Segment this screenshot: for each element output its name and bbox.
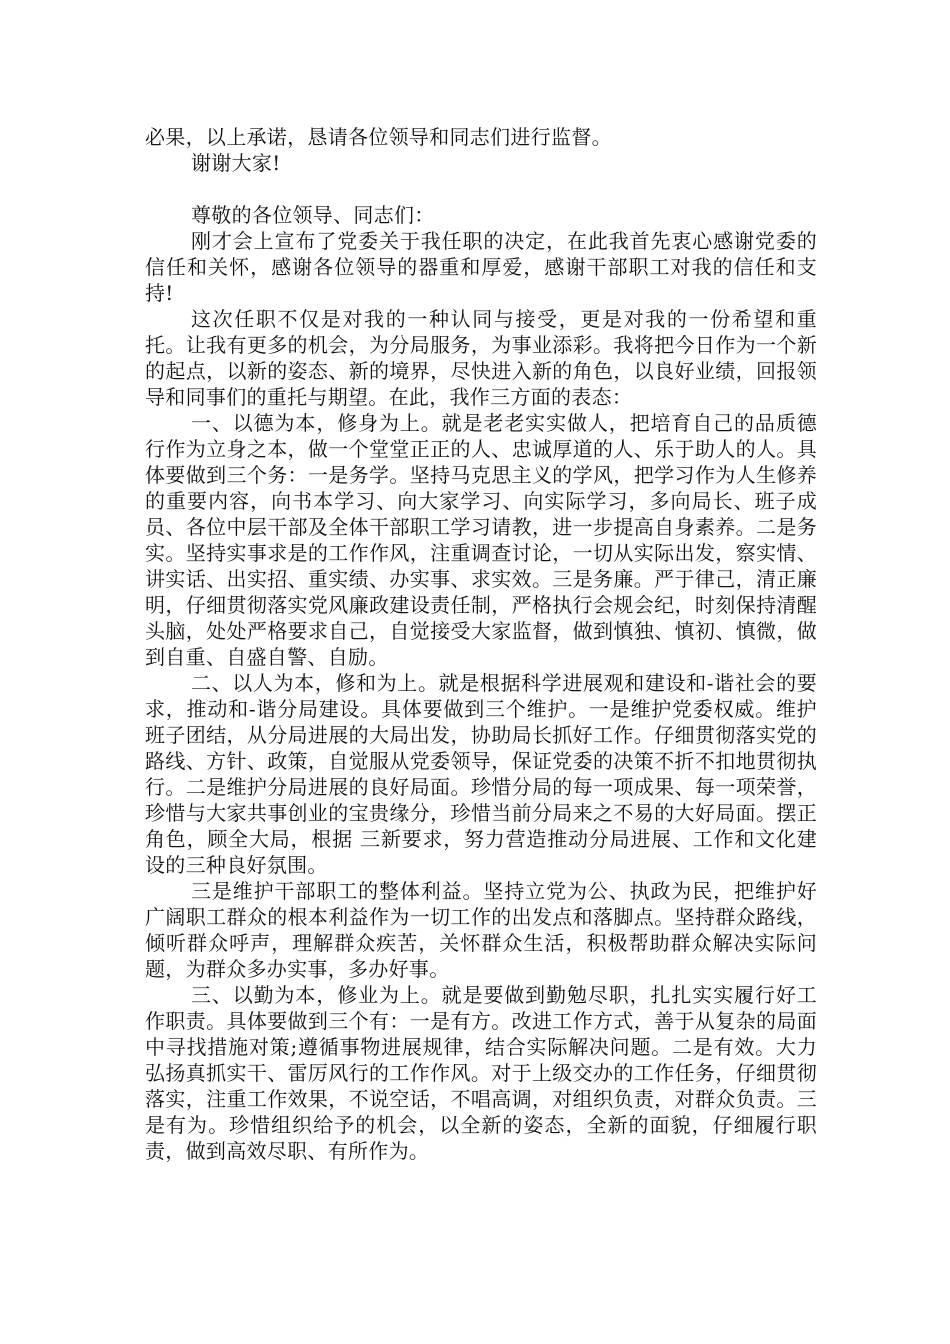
paragraph-salutation: 尊敬的各位领导、同志们： xyxy=(191,203,435,227)
paragraph-point-two: 二、以人为本，修和为上。就是根据科学进展观和建设和-谐社会的要求，推动和-谐分局建设。具体要做到三个维护。一是维护党委权威。维护班子团结，从分局进展的大局出发，协助局长抓好工作。仔细贯彻落实党的路线、方针、政策，自觉服从党委领导，保证党委的决策不折不扣地贯彻执行。二是维护分局进展的良好局面。珍惜分局的每一项成果、每一项荣誉，珍惜与大家共事创业的宝贵缘分，珍惜当前分局来之不易的大好局面。摆正角色，顾全大局，根据 三新要求，努力营造推动分局进展、工作和文化建设的三种良好氛围。 xyxy=(145,671,817,877)
document-body xyxy=(145,124,817,1164)
paragraph-point-three: 三、以勤为本，修业为上。就是要做到勤勉尽职，扎扎实实履行好工作职责。具体要做到三个有：一是有方。改进工作方式，善于从复杂的局面中寻找措施对策;遵循事物进展规律，结合实际解决问题。二是有效。大力弘扬真抓实干、雷厉风行的工作作风。对于上级交办的工作任务，仔细贯彻落实，注重工作效果，不说空话，不唱高调，对组织负责，对群众负责。三是有为。珍惜组织给予的机会，以全新的姿态，全新的面貌，仔细履行职责，做到高效尽职、有所作为。 xyxy=(145,983,817,1163)
paragraph-intro-commitment: 这次任职不仅是对我的一种认同与接受，更是对我的一份希望和重托。让我有更多的机会，为分局服务，为事业添彩。我将把今日作为一个新的起点，以新的姿态、新的境界，尽快进入新的角色，以良好业绩，回报领导和同事们的重托与期望。在此，我作三方面的表态： xyxy=(145,307,817,409)
paragraph-point-one: 一、以德为本，修身为上。就是老老实实做人，把培育自己的品质德行作为立身之本，做一个堂堂正正的人、忠诚厚道的人、乐于助人的人。具体要做到三个务：一是务学。坚持马克思主义的学风，把学习作为人生修养的重要内容，向书本学习、向大家学习、向实际学习，多向局长、班子成员、各位中层干部及全体干部职工学习请教，进一步提高自身素养。二是务实。坚持实事求是的工作作风，注重调查讨论，一切从实际出发，察实情、讲实话、出实招、重实绩、办实事、求实效。三是务廉。严于律己，清正廉明，仔细贯彻落实党风廉政建设责任制，严格执行会规会纪，时刻保持清醒头脑，处处严格要求自己，自觉接受大家监督，做到慎独、慎初、慎微，做到自重、自盛自警、自励。 xyxy=(145,411,817,669)
paragraph-gratitude: 刚才会上宣布了党委关于我任职的决定，在此我首先衷心感谢党委的信任和关怀，感谢各位领导的器重和厚爱，感谢干部职工对我的信任和支持! xyxy=(145,229,817,305)
paragraph-point-two-third-item: 三是维护干部职工的整体利益。坚持立党为公、执政为民，把维护好广阔职工群众的根本利益作为一切工作的出发点和落脚点。坚持群众路线，倾听群众呼声，理解群众疾苦，关怀群众生活，积极帮助群众解决实际问题，为群众多办实事，多办好事。 xyxy=(145,879,817,981)
paragraph-closing-promise: 必果，以上承诺，恳请各位领导和同志们进行监督。 xyxy=(145,125,612,149)
paragraph-thanks: 谢谢大家! xyxy=(191,151,281,175)
